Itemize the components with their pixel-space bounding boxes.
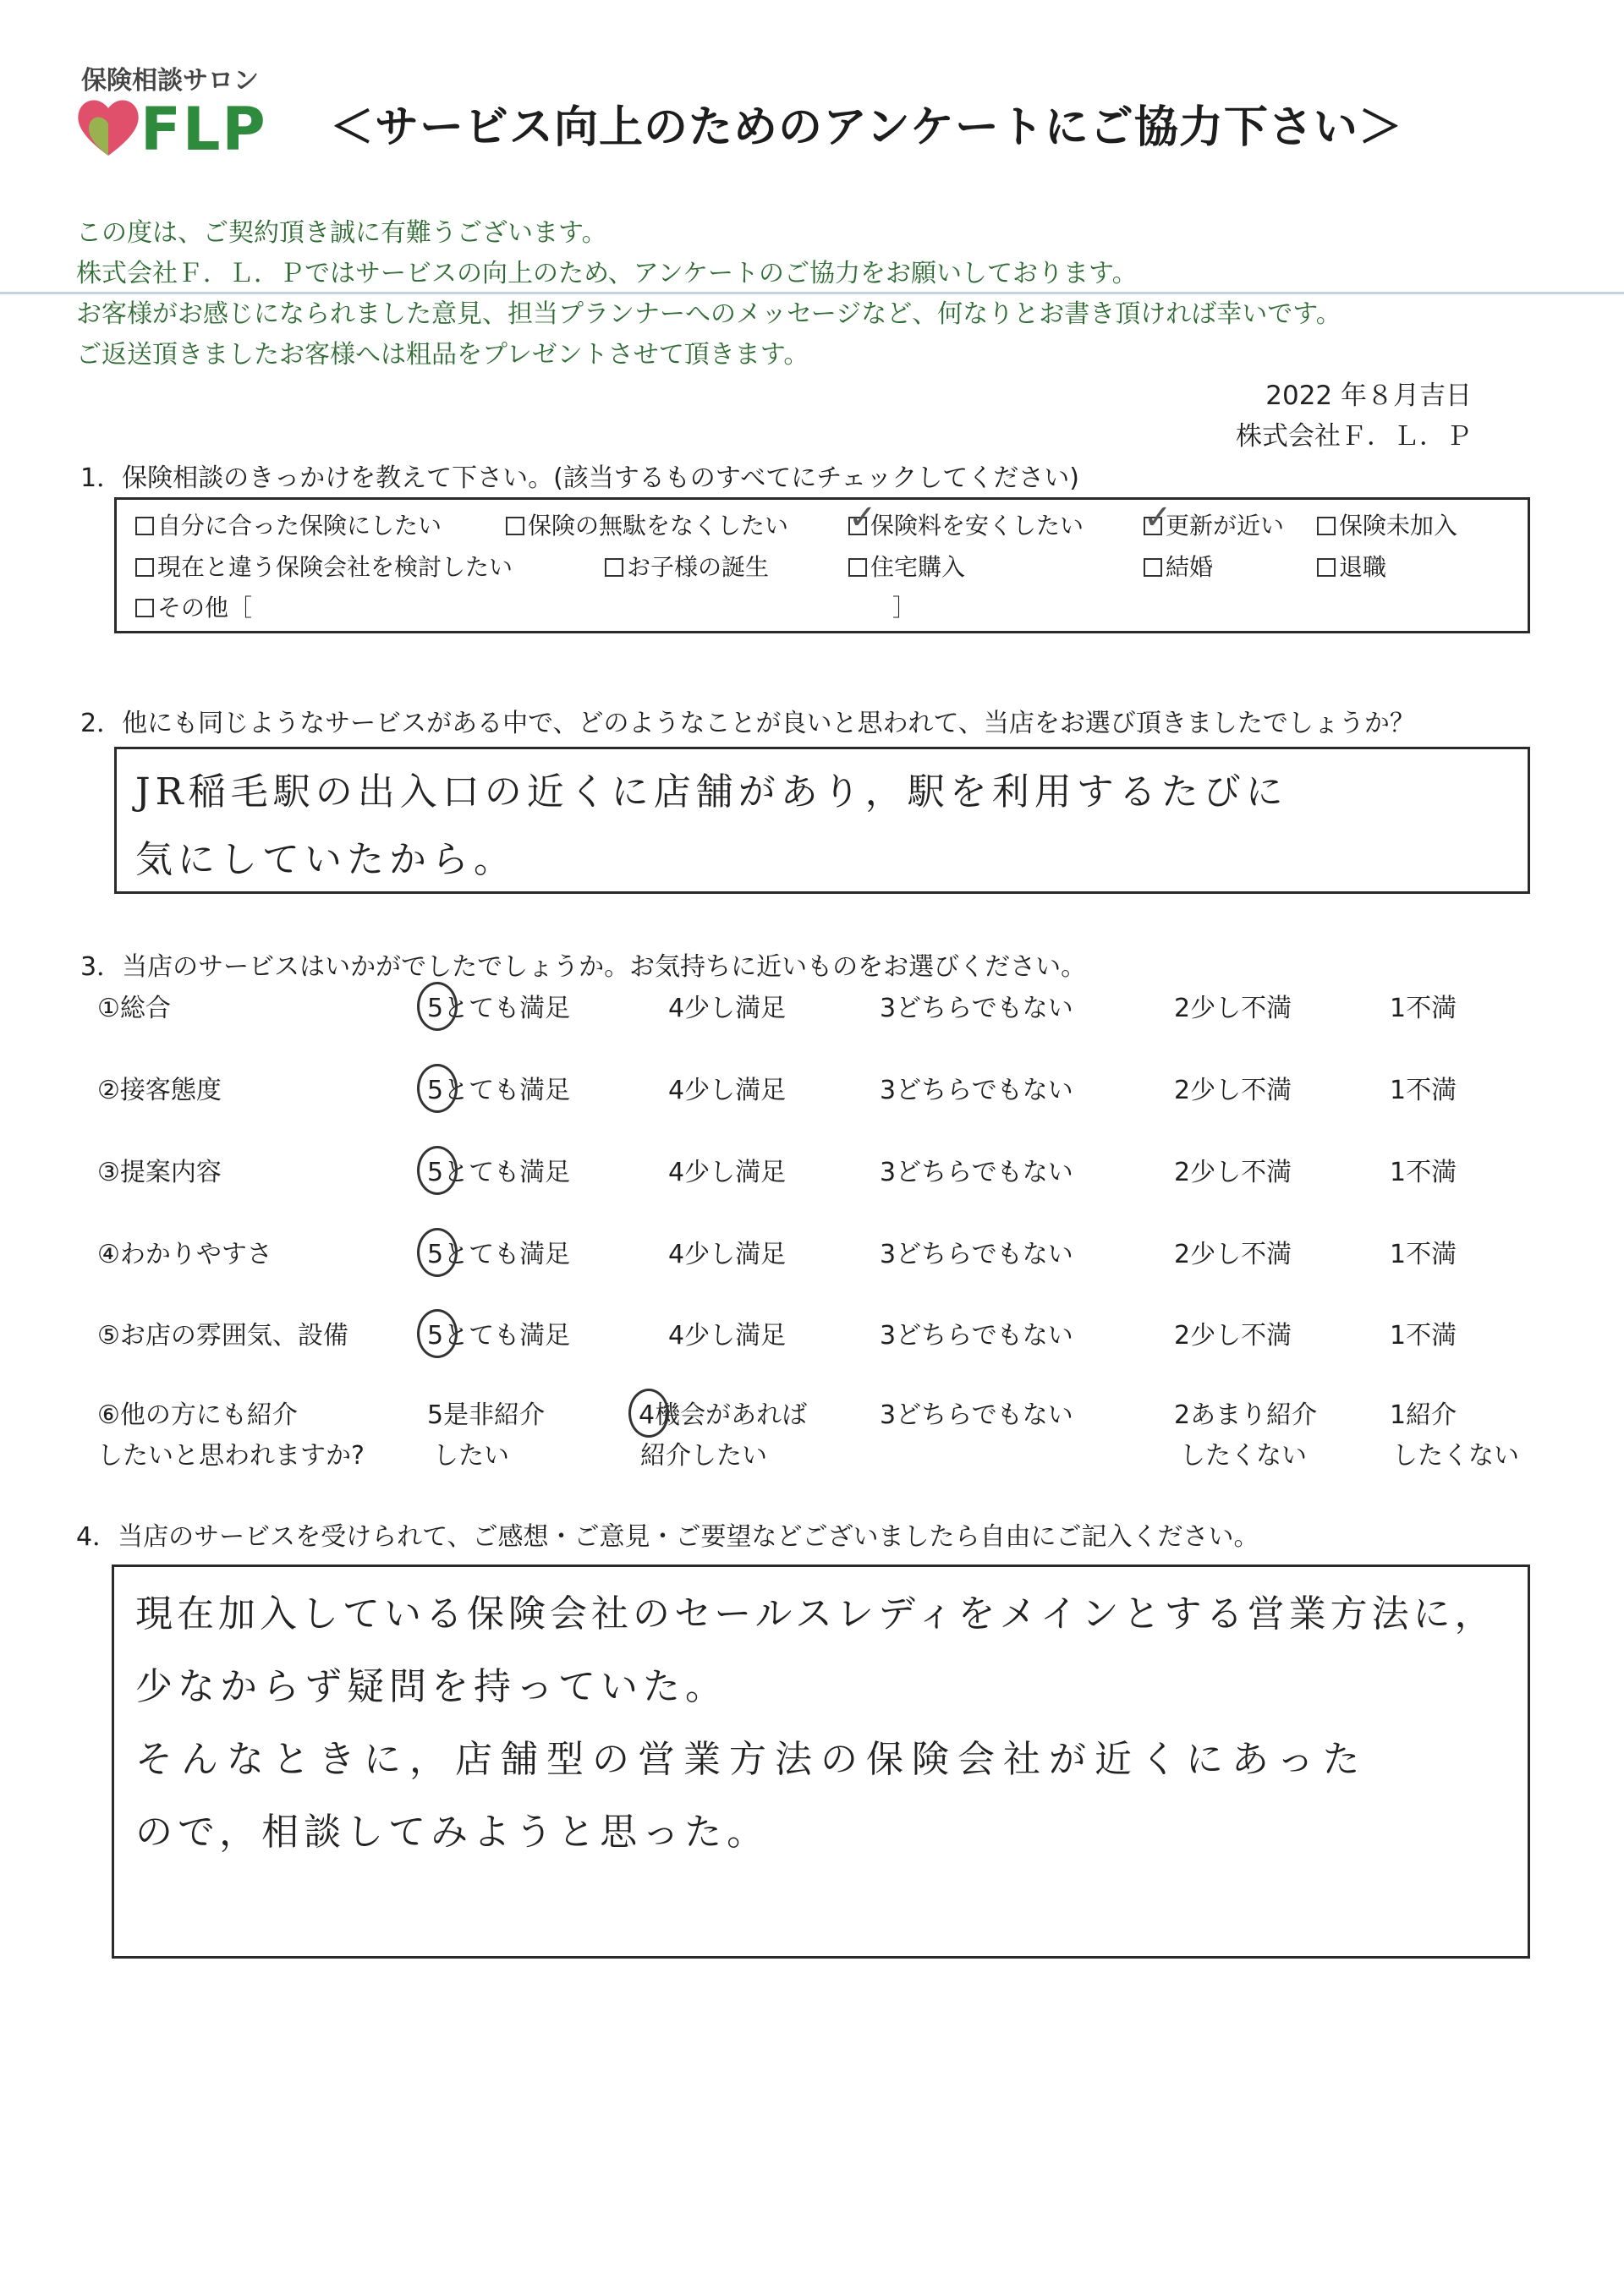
q3-row-label: ④わかりやすさ <box>97 1240 272 1269</box>
q1-option-9[interactable]: 結婚 <box>1144 549 1213 583</box>
rating-option[interactable]: 1不満 <box>1390 1076 1457 1105</box>
rating-option[interactable]: 3どちらでもない <box>880 1321 1073 1351</box>
page-title: ＜サービス向上のためのアンケートにご協力下さい＞ <box>330 102 1403 153</box>
rating-option-selected[interactable]: 5とても満足 <box>427 1069 570 1106</box>
checkbox[interactable] <box>135 599 154 617</box>
q1-option-1[interactable]: 自分に合った保険にしたい <box>135 507 442 541</box>
rating-option[interactable]: 3どちらでもない <box>880 1158 1073 1187</box>
checkbox[interactable] <box>135 558 154 577</box>
q3-row-label: ①総合 <box>97 994 171 1023</box>
rating-option-selected[interactable]: 5とても満足 <box>427 1151 570 1188</box>
q1-option-6[interactable]: 現在と違う保険会社を検討したい <box>135 549 513 583</box>
q4-heading: 4．当店のサービスを受けられて、ご感想・ご意見・ご要望などございましたら自由にご記入ください。 <box>76 1522 1259 1552</box>
q3-row-label: ③提案内容 <box>97 1158 222 1187</box>
selection-circle-icon <box>417 982 458 1031</box>
q1-option-4[interactable]: ✓ 更新が近い <box>1144 498 1285 540</box>
q1-option-3[interactable]: ✓ 保険料を安くしたい <box>848 498 1084 540</box>
checkbox-checked[interactable] <box>848 498 877 537</box>
logo-text: FLP <box>140 95 267 164</box>
rating-option-selected[interactable]: 5とても満足 <box>427 1233 570 1270</box>
q4-answer-line-2: 少なからず疑問を持っていた。 <box>135 1665 727 1708</box>
check-mark-icon: ✓ <box>1144 498 1172 537</box>
rating-option[interactable]: 4少し満足 <box>668 1321 787 1351</box>
rating-option-selected[interactable]: 5とても満足 <box>427 1314 570 1351</box>
q2-heading: 2．他にも同じようなサービスがある中で、どのようなことが良いと思われて、当店をお選び頂きましたでしょうか？ <box>80 709 1415 738</box>
issue-date: 2022 年８月吉日 <box>1265 381 1472 411</box>
checkbox[interactable] <box>135 517 154 535</box>
checkbox[interactable] <box>1317 517 1336 535</box>
q1-option-7[interactable]: お子様の誕生 <box>605 549 769 583</box>
q3-row-label: ⑤お店の雰囲気、設備 <box>97 1321 348 1351</box>
rating-option-line-2: したくない <box>1180 1441 1307 1471</box>
q4-answer-line-1: 現在加入している保険会社のセールスレディをメインとする営業方法に， <box>135 1592 1496 1636</box>
q4-answer-line-4: ので，相談してみようと思った。 <box>135 1811 770 1854</box>
q1-option-other[interactable]: その他［ <box>135 589 252 623</box>
rating-option[interactable]: 5是非紹介 <box>427 1400 546 1430</box>
selection-circle-icon <box>417 1309 458 1358</box>
selection-circle-icon <box>628 1389 669 1438</box>
checkbox[interactable] <box>1144 558 1162 577</box>
checkbox[interactable] <box>605 558 623 577</box>
rating-option[interactable]: 2あまり紹介 <box>1174 1400 1318 1430</box>
intro-line-3: お客様がお感じになられました意見、担当プランナーへのメッセージなど、何なりとお書き頂ければ幸いです。 <box>76 299 1341 329</box>
rating-option[interactable]: 2少し不満 <box>1174 1158 1292 1187</box>
rating-option[interactable]: 2少し不満 <box>1174 1321 1292 1351</box>
selection-circle-icon <box>417 1146 458 1195</box>
rating-option[interactable]: 1不満 <box>1390 994 1457 1023</box>
rating-option[interactable]: 4少し満足 <box>668 1158 787 1187</box>
q1-option-8[interactable]: 住宅購入 <box>848 549 965 583</box>
rating-option[interactable]: 4少し満足 <box>668 1240 787 1269</box>
q2-answer-line-1: JR稲毛駅の出入口の近くに店舗があり，駅を利用するたびに <box>135 770 1288 814</box>
rating-option[interactable]: 3どちらでもない <box>880 1076 1073 1105</box>
selection-circle-icon <box>417 1228 458 1277</box>
rating-option[interactable]: 2少し不満 <box>1174 1240 1292 1269</box>
q3-row6-label-2: したいと思われますか? <box>97 1441 365 1471</box>
rating-option[interactable]: 3どちらでもない <box>880 1240 1073 1269</box>
rating-option[interactable]: 4少し満足 <box>668 994 787 1023</box>
rating-option[interactable]: 4少し満足 <box>668 1076 787 1105</box>
rating-option[interactable]: 1不満 <box>1390 1240 1457 1269</box>
q2-answer-line-2: 気にしていたから。 <box>135 838 516 881</box>
checkbox[interactable] <box>848 558 867 577</box>
rating-option-line-2: したくない <box>1392 1441 1519 1471</box>
checkbox[interactable] <box>506 517 524 535</box>
rating-option-selected[interactable]: 4機会があれば <box>639 1394 807 1431</box>
selection-circle-icon <box>417 1064 458 1113</box>
rating-option[interactable]: 3どちらでもない <box>880 1400 1073 1430</box>
heart-icon <box>74 93 142 159</box>
flp-logo <box>74 59 277 164</box>
intro-line-2: 株式会社Ｆ．Ｌ．Ｐではサービスの向上のため、アンケートのご協力をお願いしております。 <box>76 259 1138 288</box>
check-mark-icon: ✓ <box>848 498 877 537</box>
intro-line-4: ご返送頂きましたお客様へは粗品をプレゼントさせて頂きます。 <box>76 340 809 370</box>
checkbox[interactable] <box>1317 558 1336 577</box>
intro-line-1: この度は、ご契約頂き誠に有難うございます。 <box>76 218 607 248</box>
rating-option[interactable]: 1不満 <box>1390 1321 1457 1351</box>
rating-option[interactable]: 1紹介 <box>1390 1400 1457 1430</box>
q4-answer-line-3: そんなときに，店舗型の営業方法の保険会社が近くにあった <box>135 1738 1369 1781</box>
rating-option[interactable]: 1不満 <box>1390 1158 1457 1187</box>
logo-subtitle: 保険相談サロン <box>81 66 259 96</box>
checkbox-checked[interactable] <box>1144 498 1172 537</box>
rating-option[interactable]: 3どちらでもない <box>880 994 1073 1023</box>
q3-row6-label-1: ⑥他の方にも紹介 <box>97 1400 298 1430</box>
q1-option-5[interactable]: 保険未加入 <box>1317 507 1457 541</box>
q3-heading: 3．当店のサービスはいかがでしたでしょうか。お気持ちに近いものをお選びください。 <box>80 952 1087 982</box>
q1-option-2[interactable]: 保険の無駄をなくしたい <box>506 507 788 541</box>
q1-option-10[interactable]: 退職 <box>1317 549 1386 583</box>
rating-option[interactable]: 2少し不満 <box>1174 994 1292 1023</box>
company-name: 株式会社Ｆ．Ｌ．Ｐ <box>1236 421 1472 452</box>
q1-heading: 1．保険相談のきっかけを教えて下さい。(該当するものすべてにチェックしてください) <box>80 463 1079 493</box>
q1-other-close-bracket: ］ <box>892 594 917 622</box>
rating-option-selected[interactable]: 5とても満足 <box>427 987 570 1024</box>
rating-option-line-2: 紹介したい <box>640 1441 767 1471</box>
rating-option[interactable]: 2少し不満 <box>1174 1076 1292 1105</box>
q3-row-label: ②接客態度 <box>97 1076 222 1105</box>
rating-option-line-2: したい <box>433 1441 509 1471</box>
